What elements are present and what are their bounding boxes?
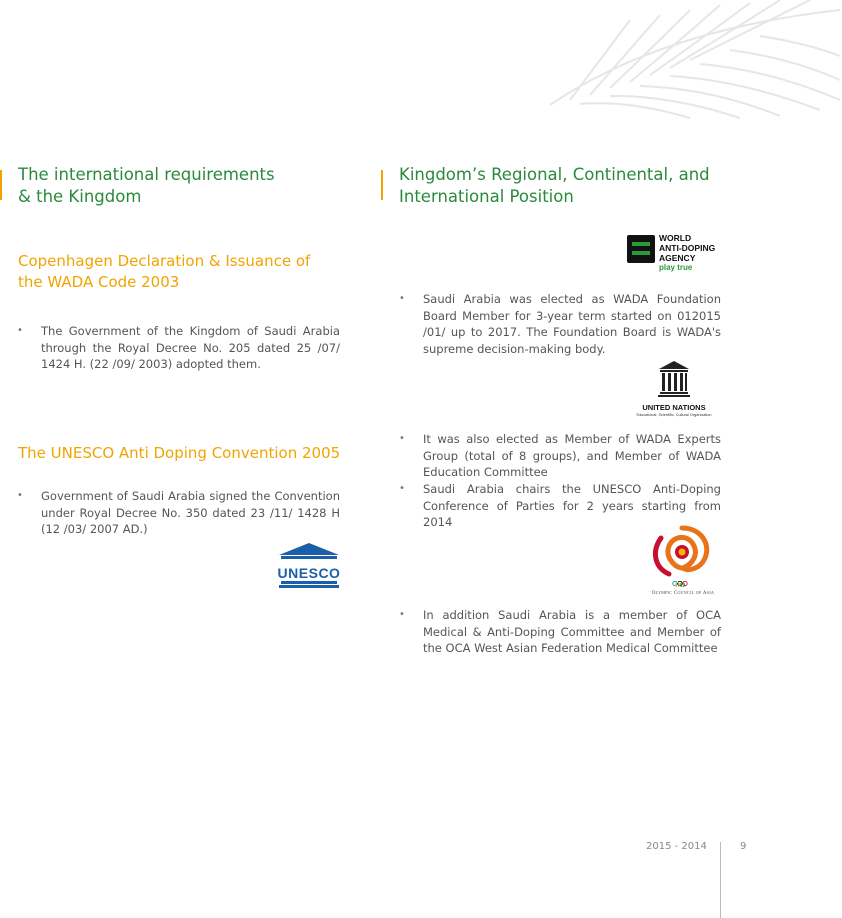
footer-divider xyxy=(720,842,721,918)
wada-mark-icon xyxy=(627,235,655,263)
oca-committee-bullet xyxy=(399,607,721,657)
left-section-heading: The international requirements & the Kingdom xyxy=(18,165,275,206)
bullet-dot: • xyxy=(17,325,23,336)
wada-logo-line3: AGENCY xyxy=(659,253,696,263)
oca-logo xyxy=(645,524,721,600)
experts-group-bullet xyxy=(399,431,721,481)
left-heading-accent-bar xyxy=(0,170,2,200)
unesco-heading: The UNESCO Anti Doping Convention 2005 xyxy=(18,444,341,462)
un-logo-title: UNITED NATIONS xyxy=(642,403,706,412)
copenhagen-bullet-text: The Government of the Kingdom of Saudi Arabia through the Royal Decree No. 205 dated 25 /07/ 1424 H. (22 /09/ 2003) adopted them. xyxy=(41,324,340,371)
palm-leaf-decoration xyxy=(540,0,842,120)
unesco-conference-bullet-text: Saudi Arabia chairs the UNESCO Anti-Doping Conference of Parties for 2 years starting from 2014 xyxy=(423,482,721,529)
wada-logo xyxy=(627,233,727,277)
un-unesco-logo xyxy=(628,360,720,420)
wada-board-bullet-text: Saudi Arabia was elected as WADA Foundation Board Member for 3-year term started on 012015 /01/ up to 2017. The Foundation Board is WADA's supreme decision-making body. xyxy=(423,292,721,356)
copenhagen-heading: Copenhagen Declaration & Issuance of the WADA Code 2003 xyxy=(18,252,311,291)
olympic-rings-icon xyxy=(672,581,692,587)
bullet-dot: • xyxy=(399,483,405,494)
oca-sun-icon xyxy=(649,524,715,580)
unesco-bullet xyxy=(17,488,340,538)
wada-logo-line1: WORLD xyxy=(659,233,692,243)
unesco-bullet-text: Government of Saudi Arabia signed the Convention under Royal Decree No. 350 dated 23 /11/ 1428 H (12 /03/ 2007 AD.) xyxy=(41,489,340,536)
right-section-heading: Kingdom’s Regional, Continental, and International Position xyxy=(399,165,710,206)
experts-group-bullet-text: It was also elected as Member of WADA Experts Group (total of 8 groups), and Member of WADA Education Committee xyxy=(423,432,721,479)
bullet-dot: • xyxy=(399,433,405,444)
wada-logo-line2: ANTI-DOPING xyxy=(659,243,716,253)
oca-committee-bullet-text: In addition Saudi Arabia is a member of OCA Medical & Anti-Doping Committee and Member of the OCA West Asian Federation Medical Committee xyxy=(423,608,721,655)
copenhagen-bullet xyxy=(17,323,340,373)
bullet-dot: • xyxy=(399,293,405,304)
bullet-dot: • xyxy=(17,490,23,501)
oca-logo-text: Olympic Council of Asia xyxy=(651,591,715,596)
right-heading-accent-bar xyxy=(381,170,383,200)
unesco-logo xyxy=(277,541,341,589)
unesco-logo-text: UNESCO xyxy=(277,565,341,581)
bullet-dot: • xyxy=(399,609,405,620)
footer-years: 2015 - 2014 xyxy=(646,841,707,852)
page-number: 9 xyxy=(740,841,747,852)
un-logo-subtitle: Educational, Scientific, Cultural Organization xyxy=(636,413,712,417)
wada-logo-tagline: play true xyxy=(659,263,693,272)
wada-board-bullet xyxy=(399,291,721,357)
temple-icon xyxy=(658,360,690,398)
